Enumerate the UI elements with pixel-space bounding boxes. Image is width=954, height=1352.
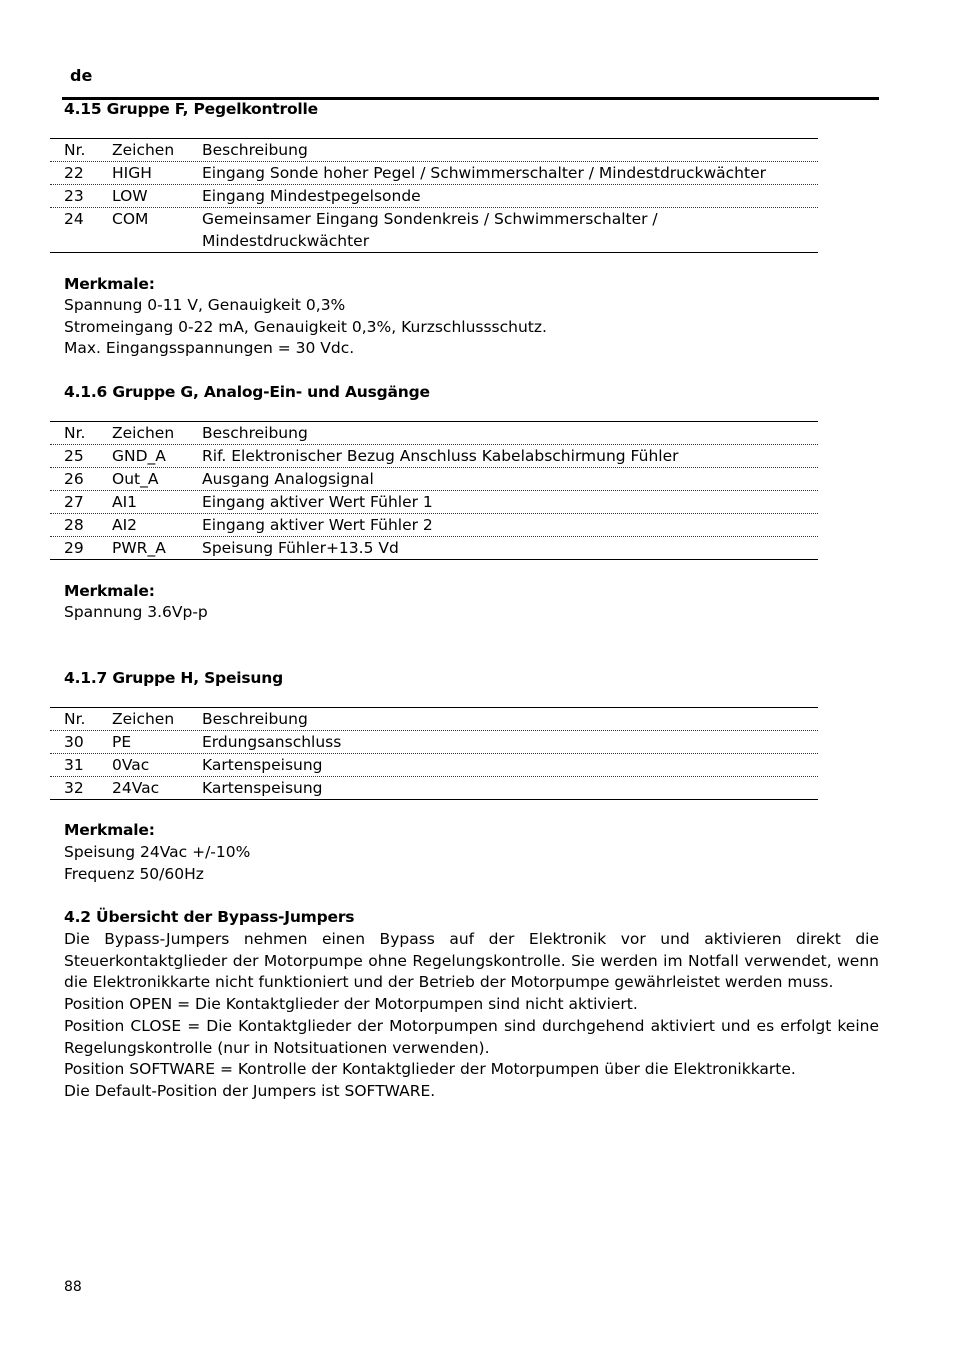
merkmal-line: Max. Eingangsspannungen = 30 Vdc. <box>64 339 355 358</box>
cell-zeichen: Out_A <box>112 470 159 488</box>
paragraph-line: die Elektronikkarte nicht funktioniert und der Betrieb der Motorpumpe gewährleistet werden muss. <box>64 973 834 992</box>
cell-zeichen: LOW <box>112 187 148 205</box>
section-f-table <box>50 138 818 253</box>
cell-nr: 32 <box>64 779 84 797</box>
cell-zeichen: GND_A <box>112 447 166 465</box>
section-bypass-title: 4.2 Übersicht der Bypass-Jumpers <box>64 908 355 926</box>
merkmal-line: Spannung 3.6Vp-p <box>64 603 208 621</box>
table-header-row <box>50 422 818 445</box>
section-f-merkmale <box>64 295 547 360</box>
section-g-title: 4.1.6 Gruppe G, Analog-Ein- und Ausgänge <box>64 383 430 401</box>
table-row <box>50 445 818 468</box>
paragraph-line: Die Default-Position der Jumpers ist SOFTWARE. <box>64 1081 436 1100</box>
table-row <box>50 468 818 491</box>
cell-nr: 23 <box>64 187 84 205</box>
table-row <box>50 731 818 754</box>
cell-beschreibung-line-1: Gemeinsamer Eingang Sondenkreis / Schwimmerschalter / <box>202 210 658 228</box>
table-row <box>50 514 818 537</box>
col-nr-header: Nr. <box>64 424 86 442</box>
col-nr-header: Nr. <box>64 141 86 159</box>
merkmal-line: Stromeingang 0-22 mA, Genauigkeit 0,3%, Kurzschlussschutz. <box>64 317 547 336</box>
cell-zeichen: PE <box>112 733 132 751</box>
table-header-row <box>50 708 818 731</box>
cell-beschreibung: Erdungsanschluss <box>202 733 342 751</box>
cell-beschreibung: Eingang Mindestpegelsonde <box>202 187 421 205</box>
cell-zeichen: HIGH <box>112 164 152 182</box>
table-row <box>50 754 818 777</box>
section-f-merkmale-title: Merkmale: <box>64 275 155 293</box>
section-g-merkmale <box>64 602 208 624</box>
page-number: 88 <box>64 1279 82 1295</box>
merkmal-line: Frequenz 50/60Hz <box>64 864 204 883</box>
table-row <box>50 777 818 799</box>
section-g-merkmale-title: Merkmale: <box>64 582 155 600</box>
language-tag: de <box>70 66 93 85</box>
col-beschreibung-header: Beschreibung <box>202 710 308 728</box>
cell-beschreibung: Eingang Sonde hoher Pegel / Schwimmerschalter / Mindestdruckwächter <box>202 164 766 182</box>
cell-beschreibung: Ausgang Analogsignal <box>202 470 374 488</box>
paragraph-line: Die Bypass-Jumpers nehmen einen Bypass auf der Elektronik vor und aktivieren direkt die <box>64 930 879 948</box>
cell-zeichen: 0Vac <box>112 756 150 774</box>
paragraph-line: Position CLOSE = Die Kontaktglieder der Motorpumpen sind durchgehend aktiviert und es erfolgt keine <box>64 1016 879 1035</box>
cell-nr: 22 <box>64 164 84 182</box>
cell-beschreibung: Rif. Elektronischer Bezug Anschluss Kabelabschirmung Fühler <box>202 447 679 465</box>
cell-beschreibung-line-2: Mindestdruckwächter <box>202 232 370 250</box>
merkmal-line: Spannung 0-11 V, Genauigkeit 0,3% <box>64 296 346 314</box>
col-beschreibung-header: Beschreibung <box>202 141 308 159</box>
section-h-title: 4.1.7 Gruppe H, Speisung <box>64 669 283 687</box>
table-header-row <box>50 139 818 162</box>
paragraph-line: Position OPEN = Die Kontaktglieder der Motorpumpen sind nicht aktiviert. <box>64 995 638 1014</box>
table-row <box>50 537 818 559</box>
cell-beschreibung <box>202 208 818 252</box>
cell-nr: 25 <box>64 447 84 465</box>
col-zeichen-header: Zeichen <box>112 710 175 728</box>
table-row <box>50 185 818 208</box>
merkmal-line: Speisung 24Vac +/-10% <box>64 843 251 861</box>
cell-nr: 30 <box>64 733 84 751</box>
cell-zeichen: 24Vac <box>112 779 160 797</box>
paragraph-line: Position SOFTWARE = Kontrolle der Kontaktglieder der Motorpumpen über die Elektronikkarte. <box>64 1060 796 1079</box>
section-f-title: 4.15 Gruppe F, Pegelkontrolle <box>64 100 318 118</box>
section-h-merkmale-title: Merkmale: <box>64 821 155 839</box>
cell-beschreibung: Eingang aktiver Wert Fühler 1 <box>202 493 433 511</box>
paragraph-line: Regelungskontrolle (nur in Notsituationen verwenden). <box>64 1038 490 1057</box>
col-zeichen-header: Zeichen <box>112 141 175 159</box>
table-row <box>50 162 818 185</box>
cell-nr: 31 <box>64 756 84 774</box>
cell-zeichen: AI2 <box>112 516 138 534</box>
section-g-table <box>50 421 818 560</box>
table-row <box>50 491 818 514</box>
col-zeichen-header: Zeichen <box>112 424 175 442</box>
cell-beschreibung: Eingang aktiver Wert Fühler 2 <box>202 516 433 534</box>
cell-nr: 26 <box>64 470 84 488</box>
cell-beschreibung: Speisung Fühler+13.5 Vd <box>202 539 399 557</box>
paragraph-line: Steuerkontaktglieder der Motorpumpe ohne Regelungskontrolle. Sie werden im Notfall verwendet, wenn <box>64 951 879 970</box>
col-beschreibung-header: Beschreibung <box>202 424 308 442</box>
section-h-table <box>50 707 818 800</box>
cell-zeichen: COM <box>112 210 149 228</box>
table-row <box>50 208 818 252</box>
cell-nr: 29 <box>64 539 84 557</box>
section-h-merkmale <box>64 842 250 885</box>
section-bypass-text <box>64 929 879 1103</box>
cell-beschreibung: Kartenspeisung <box>202 779 323 797</box>
cell-nr: 24 <box>64 210 84 228</box>
cell-beschreibung: Kartenspeisung <box>202 756 323 774</box>
cell-nr: 28 <box>64 516 84 534</box>
cell-zeichen: AI1 <box>112 493 138 511</box>
cell-zeichen: PWR_A <box>112 539 166 557</box>
col-nr-header: Nr. <box>64 710 86 728</box>
cell-nr: 27 <box>64 493 84 511</box>
